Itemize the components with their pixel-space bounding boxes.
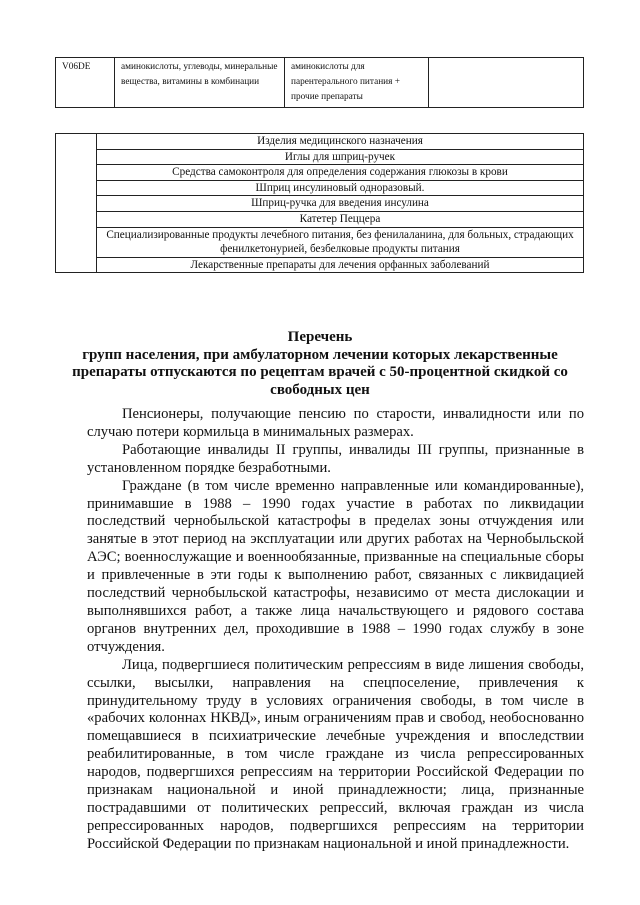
- heading-line: препараты отпускаются по рецептам врачей с 50-процентной скидкой со: [72, 364, 568, 380]
- heading-title: Перечень: [287, 329, 353, 345]
- medical-item: Изделия медицинского назначения: [97, 134, 584, 150]
- medical-item: Катетер Пеццера: [97, 211, 584, 227]
- drug-table: [55, 57, 584, 108]
- medical-item: Специализированные продукты лечебного питания, без фенилаланина, для больных, страдающих фенилкетонурией, безбелковые продукты питания: [97, 227, 584, 257]
- table-row: [56, 227, 584, 257]
- medical-item: Шприц-ручка для введения инсулина: [97, 196, 584, 212]
- paragraph-disabled-workers: Работающие инвалиды II группы, инвалиды III группы, признанные в установленном порядке безработными.: [87, 441, 584, 476]
- table-row: [56, 196, 584, 212]
- table-row: [56, 211, 584, 227]
- medical-item: Лекарственные препараты для лечения орфанных заболеваний: [97, 257, 584, 273]
- drug-name-cell: аминокислоты для парентерального питания + прочие препараты: [285, 58, 429, 108]
- paragraph-chernobyl: Граждане (в том числе временно направленные или командированные), принимавшие в 1988 – 1990 годах участие в работах по ликвидации последствий чернобыльской катастрофы в пределах зоны отчуждения или занятые в этот период на эксплуатации или других работах на Чернобыльской АЭС; военнослужащие и военнообязанные, призванные на специальные сборы и привлеченные в эти годы к выполнению работ, связанных с ликвидацией последствий чернобыльской катастрофы, независимо от места дислокации и выполнявшихся работ, а также лица начальствующего и рядового состава органов внутренних дел, проходившие в 1988 – 1990 годах службу в зоне отчуждения.: [87, 477, 584, 655]
- table-row: [56, 134, 584, 150]
- heading-line: групп населения, при амбулаторном лечении которых лекарственные: [82, 346, 558, 363]
- table-row: [56, 180, 584, 196]
- table-row: [56, 257, 584, 273]
- medical-items-table: [55, 133, 584, 273]
- paragraph-repressed: Лица, подвергшиеся политическим репрессиям в виде лишения свободы, ссылки, высылки, направления на спецпоселение, привлечения к принудительному труду в условиях ограничения свободы, в том числе в «рабочих колоннах НКВД», иным ограничениям прав и свобод, необоснованно помещавшиеся в психиатрические лечебные учреждения и впоследствии реабилитированные, в том числе граждане из числа репрессированных народов, подвергшихся репрессиям на территории Российской Федерации по признакам национальной и иной принадлежности; лица, признанные пострадавшими от политических репрессий, включая граждан из числа репрессированных народов, подвергшихся репрессиям на территории Российской Федерации по признакам национальной и иной принадлежности.: [87, 656, 584, 852]
- paragraph-pensioners: Пенсионеры, получающие пенсию по старости, инвалидности или по случаю потери кормильца в минимальных размерах.: [87, 406, 584, 440]
- medical-item: Средства самоконтроля для определения содержания глюкозы в крови: [97, 165, 584, 181]
- heading-line: свободных цен: [270, 381, 370, 398]
- list-heading: [70, 329, 570, 399]
- atc-code-cell: V06DE: [56, 58, 115, 108]
- medical-item: Иглы для шприц-ручек: [97, 149, 584, 165]
- table-row: [56, 165, 584, 181]
- atc-group-cell: аминокислоты, углеводы, минеральные вещества, витамины в комбинации: [115, 58, 285, 108]
- table-row: [56, 58, 584, 108]
- table-row: [56, 149, 584, 165]
- empty-cell: [56, 134, 97, 273]
- empty-cell: [429, 58, 584, 108]
- document-body: [87, 406, 584, 854]
- medical-item: Шприц инсулиновый одноразовый.: [97, 180, 584, 196]
